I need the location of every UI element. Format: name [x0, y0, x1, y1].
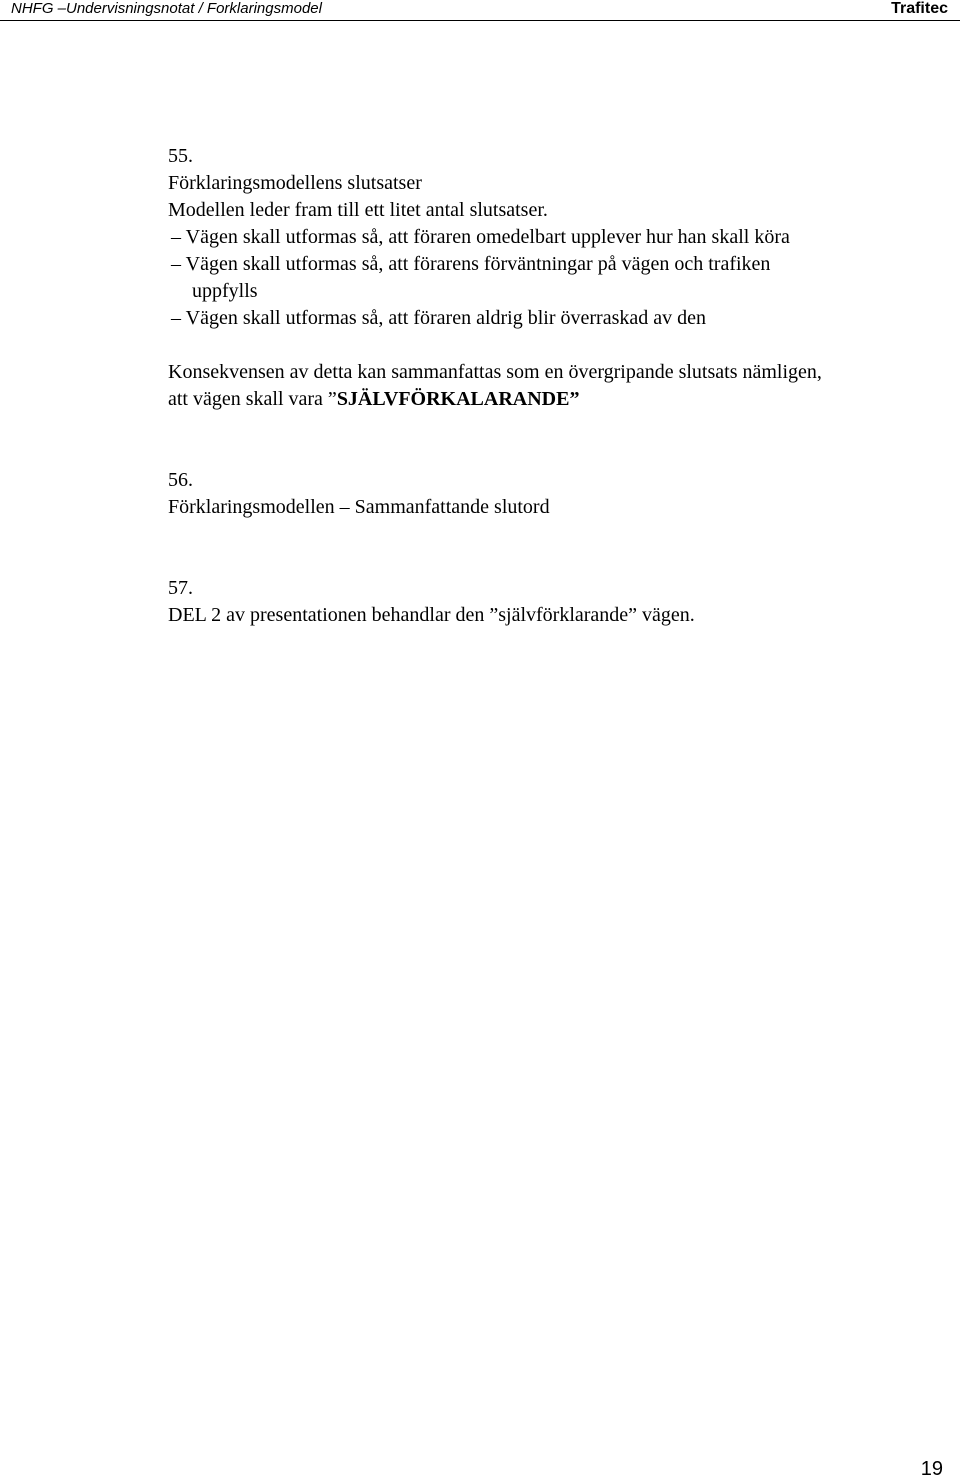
page-number: 19 — [920, 1458, 943, 1480]
section-57-text: DEL 2 av presentationen behandlar den ”självförklarande” vägen. — [168, 604, 695, 626]
bullet-item-continuation: uppfylls — [192, 280, 258, 302]
page-header — [0, 0, 960, 21]
section-55-title: Förklaringsmodellens slutsatser — [168, 172, 422, 194]
section-55-intro: Modellen leder fram till ett litet antal slutsatser. — [168, 199, 548, 221]
bullet-item: – Vägen skall utformas så, att föraren aldrig blir överraskad av den — [171, 307, 706, 329]
header-company-name: Trafitec — [891, 0, 948, 17]
section-56-title: Förklaringsmodellen – Sammanfattande slutord — [168, 496, 550, 518]
section-56-number: 56. — [168, 469, 193, 491]
bullet-item: – Vägen skall utformas så, att föraren omedelbart upplever hur han skall köra — [171, 226, 790, 248]
section-55-number: 55. — [168, 145, 193, 167]
bullet-item: – Vägen skall utformas så, att förarens förväntningar på vägen och trafiken — [171, 253, 771, 275]
section-57-number: 57. — [168, 577, 193, 599]
conclusion-emphasis: SJÄLVFÖRKALARANDE” — [336, 388, 580, 410]
header-document-title: NHFG –Undervisningsnotat / Forklaringsmodel — [11, 0, 322, 17]
conclusion-prefix: att vägen skall vara ” — [168, 388, 337, 410]
conclusion-line: Konsekvensen av detta kan sammanfattas som en övergripande slutsats nämligen, — [168, 361, 822, 383]
conclusion-line — [168, 386, 579, 412]
